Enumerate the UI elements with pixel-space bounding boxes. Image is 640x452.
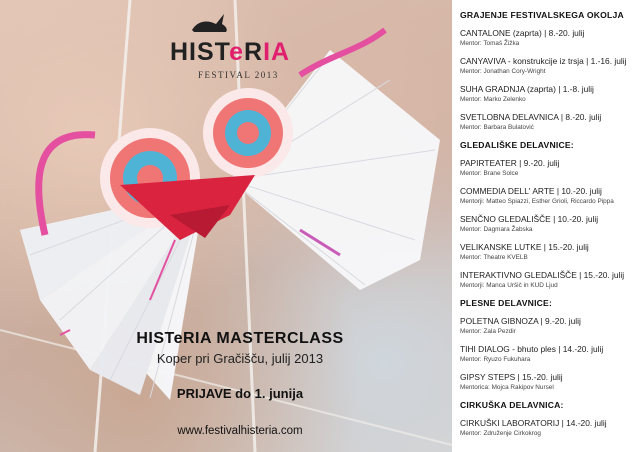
hare-logo-icon <box>190 10 230 36</box>
list-item <box>460 344 640 364</box>
list-item <box>460 270 640 290</box>
workshop-name: PAPIRTEATER | 9.-20. julij <box>460 158 560 168</box>
logo-subtitle: FESTIVAL 2013 <box>198 70 279 80</box>
workshop-name: VELIKANSKE LUTKE | 15.-20. julij <box>460 242 589 252</box>
section-title: PLESNE DELAVNICE: <box>460 298 553 308</box>
section-theatre <box>460 140 640 290</box>
list-item <box>460 56 640 76</box>
list-item <box>460 186 640 206</box>
workshop-mentor: Mentor: Zala Pezdir <box>460 328 516 335</box>
section-circus <box>460 400 640 438</box>
list-item <box>460 158 640 178</box>
section-title: GRAJENJE FESTIVALSKEGA OKOLJA <box>460 10 624 20</box>
workshop-mentor: Mentorica: Mojca Rakipov Nursel <box>460 384 554 391</box>
workshop-mentor: Mentorji: Matteo Spiazzi, Esther Grioli, Riccardo Pippa <box>460 198 614 205</box>
list-item <box>460 418 640 438</box>
workshop-mentor: Mentor: Dagmara Žabska <box>460 226 533 233</box>
workshop-name: GIPSY STEPS | 15.-20. julij <box>460 372 563 382</box>
workshop-mentor: Mentor: Marko Zelenko <box>460 96 526 103</box>
list-item <box>460 242 640 262</box>
workshop-name: SENČNO GLEDALIŠČE | 10.-20. julij <box>460 214 599 224</box>
workshop-mentor: Mentor: Tomaš Žižka <box>460 40 520 47</box>
section-title: CIRKUŠKA DELAVNICA: <box>460 400 564 410</box>
list-item <box>460 316 640 336</box>
list-item <box>460 28 640 48</box>
workshop-list <box>452 0 640 452</box>
workshop-name: CIRKUŠKI LABORATORIJ | 14.-20. julij <box>460 418 607 428</box>
workshop-name: SUHA GRADNJA (zaprta) | 1.-8. julij <box>460 84 594 94</box>
workshop-mentor: Mentorji: Manca Uršič in KUD Ljud <box>460 282 558 289</box>
list-item <box>460 372 640 392</box>
workshop-name: INTERAKTIVNO GLEDALIŠČE | 15.-20. julij <box>460 270 625 280</box>
workshop-mentor: Mentor: Združenje Cirkokrog <box>460 430 541 437</box>
workshop-mentor: Mentor: Jonathan Cory-Wright <box>460 68 546 75</box>
histeria-logo <box>150 8 290 88</box>
festival-website-link[interactable]: www.festivalhisteria.com <box>177 425 303 437</box>
list-item <box>460 112 640 132</box>
workshop-mentor: Mentor: Brane Solce <box>460 170 519 177</box>
section-title: GLEDALIŠKE DELAVNICE: <box>460 140 574 150</box>
logo-wordmark: HISTeRIA <box>170 38 291 66</box>
workshop-mentor: Mentor: Ryuzo Fukuhara <box>460 356 531 363</box>
workshop-name: COMMEDIA DELL' ARTE | 10.-20. julij <box>460 186 602 196</box>
masterclass-title: HISTeRIA MASTERCLASS <box>136 330 344 347</box>
application-deadline: PRIJAVE do 1. junija <box>176 386 304 401</box>
workshop-mentor: Mentor: Barbara Bulatović <box>460 124 534 131</box>
section-environment <box>460 10 640 132</box>
right-eye-icon <box>203 88 293 178</box>
workshop-name: CANTALONE (zaprta) | 8.-20. julij <box>460 28 585 38</box>
section-dance <box>460 298 640 392</box>
masterclass-place: Koper pri Gračišču, julij 2013 <box>156 351 324 366</box>
list-item <box>460 84 640 104</box>
workshop-name: TIHI DIALOG - bhuto ples | 14.-20. julij <box>460 344 604 354</box>
workshop-name: POLETNA GIBNOZA | 9.-20. julij <box>460 316 581 326</box>
workshop-mentor: Mentor: Theatre KVELB <box>460 254 528 261</box>
list-item <box>460 214 640 234</box>
workshop-name: SVETLOBNA DELAVNICA | 8.-20. julij <box>460 112 602 122</box>
workshop-name: CANYAVIVA - konstrukcije iz trsja | 1.-16. julij <box>460 56 627 66</box>
